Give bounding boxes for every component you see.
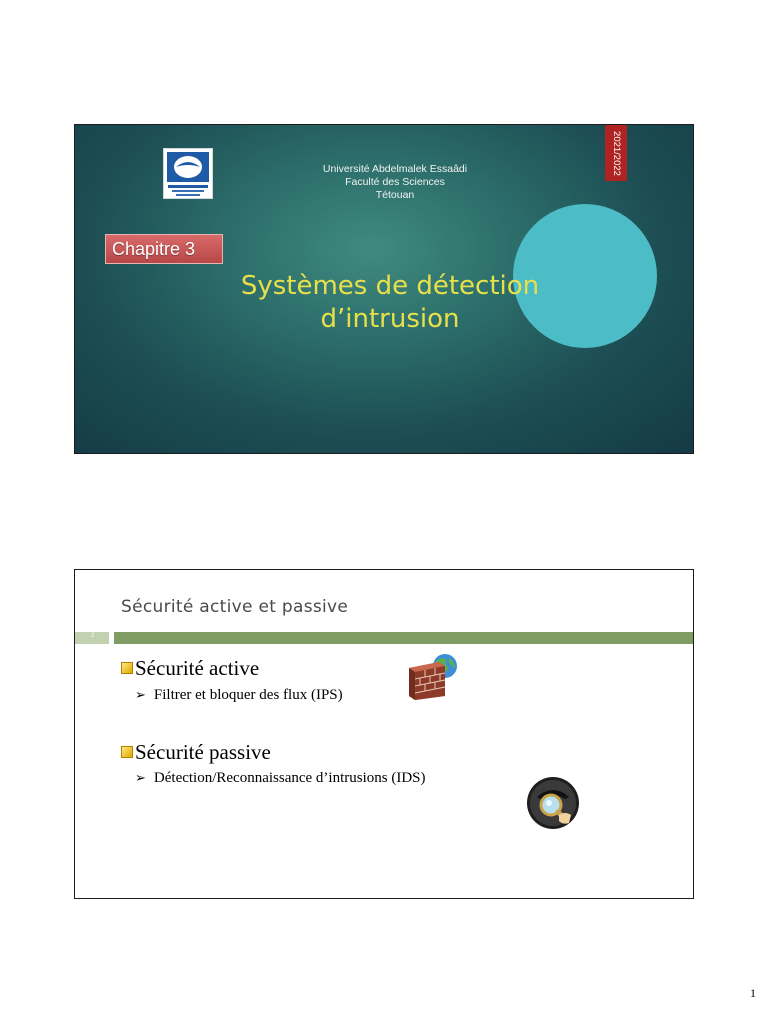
arrow-bullet-icon: ➢: [135, 770, 146, 785]
content-slide-title: Sécurité active et passive: [121, 597, 349, 617]
content-slide: [74, 569, 694, 899]
bullet-passive-security: [121, 740, 271, 765]
sub-bullet-text: Détection/Reconnaissance d’intrusions (IDS): [153, 770, 426, 786]
city-name: Tétouan: [375, 189, 415, 201]
year-tab: [605, 125, 627, 181]
sub-bullet-text: Filtrer et bloquer des flux (IPS): [153, 687, 343, 703]
firewall-icon: [405, 652, 461, 700]
square-bullet-icon: [121, 662, 133, 674]
square-bullet-icon: [121, 746, 133, 758]
slide-title-line-2: d’intrusion: [320, 304, 460, 334]
slide-number: 2: [91, 633, 95, 639]
university-header: [245, 163, 545, 202]
bullet-heading: Sécurité passive: [135, 740, 271, 764]
title-divider-bar: [114, 632, 693, 644]
university-logo: [163, 148, 213, 199]
slide-title: [195, 270, 585, 336]
sub-bullet-ips: [135, 687, 343, 704]
arrow-bullet-icon: ➢: [135, 687, 146, 702]
slide-number-bar: [75, 632, 109, 644]
university-name: Université Abdelmalek Essaâdi: [322, 163, 468, 175]
sub-bullet-ids: [135, 770, 426, 787]
bullet-active-security: [121, 656, 259, 681]
bullet-heading: Sécurité active: [135, 656, 260, 680]
title-slide: [74, 124, 694, 454]
page-number: 1: [750, 986, 756, 1000]
spy-magnifier-icon: [525, 775, 581, 831]
chapter-badge: Chapitre 3: [105, 234, 223, 264]
faculty-name: Faculté des Sciences: [345, 176, 445, 188]
slide-title-line-1: Systèmes de détection: [240, 271, 540, 301]
year-label: 2021/2022: [610, 130, 622, 176]
